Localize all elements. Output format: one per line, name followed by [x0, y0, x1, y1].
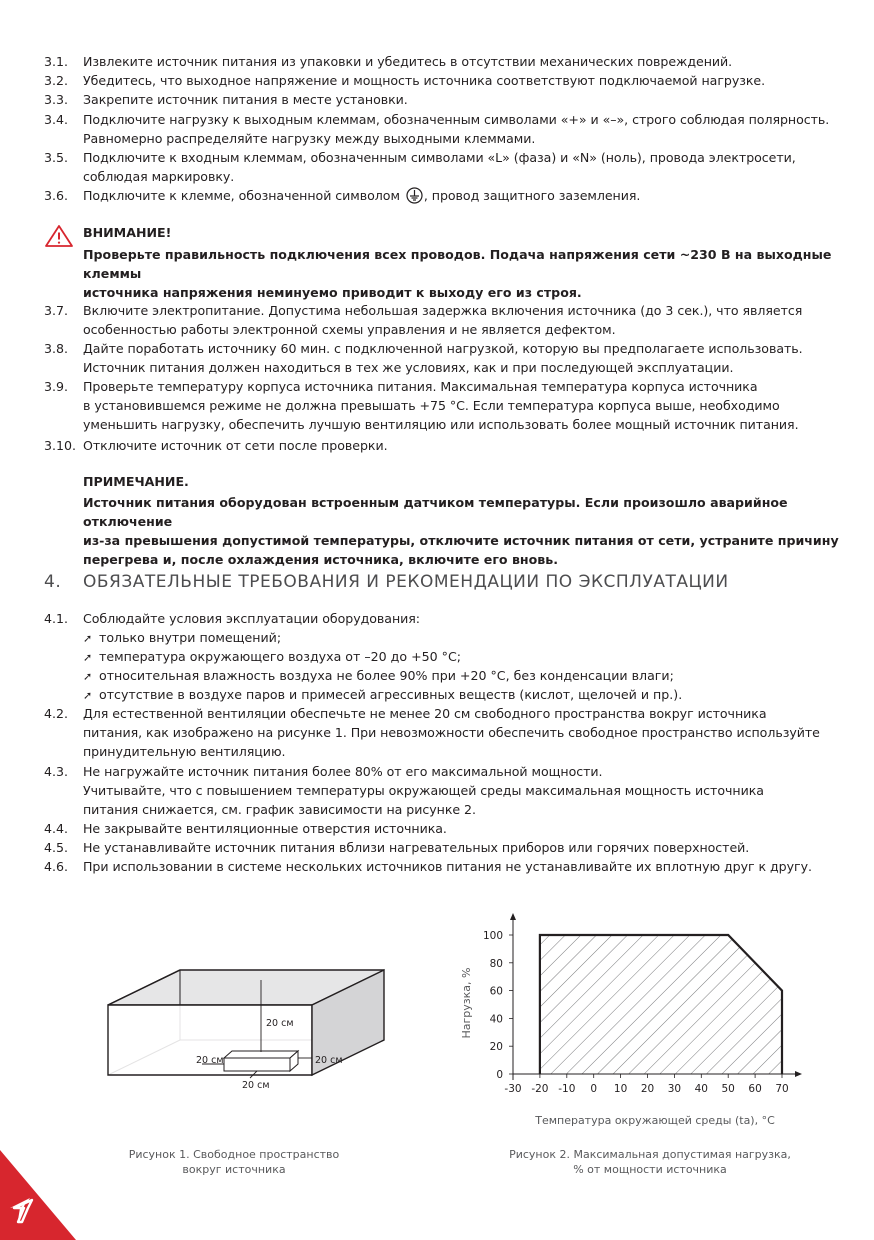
x-tick-label: 10: [613, 1083, 628, 1095]
x-axis-arrow: [795, 1071, 802, 1077]
list-item: ➚ отсутствие в воздухе паров и примесей агрессивных веществ (кислот, щелочей и пр.).: [83, 685, 682, 705]
list-item: ➚ относительная влажность воздуха не более 90% при +20 °С, без конденсации влаги;: [83, 666, 674, 686]
figure-1-diagram: [100, 950, 400, 1100]
dimension-label-front: 20 см: [242, 1080, 270, 1091]
arrow-bullet-icon: ➚: [83, 651, 93, 664]
y-tick-label: 40: [489, 1013, 503, 1026]
power-source-module: [224, 1058, 290, 1071]
x-tick-label: -30: [504, 1083, 522, 1095]
dimension-label-right: 20 см: [315, 1055, 343, 1066]
arrow-bullet-icon: ➚: [83, 689, 93, 702]
x-tick-label: 70: [775, 1083, 789, 1095]
x-tick-label: 40: [694, 1083, 708, 1095]
x-tick-label: 0: [590, 1083, 598, 1095]
brand-logo-corner: [0, 1150, 76, 1240]
y-tick-label: 100: [482, 930, 503, 942]
y-axis-arrow: [510, 913, 516, 920]
ground-symbol-icon: [406, 187, 423, 204]
warning-triangle-icon: [44, 224, 74, 248]
series-area-fill: [540, 935, 782, 1074]
list-item: ➚ температура окружающего воздуха от –20 до +50 °С;: [83, 647, 461, 667]
y-tick-label: 20: [489, 1041, 503, 1054]
list-item: ➚ только внутри помещений;: [83, 628, 281, 648]
x-tick-label: 30: [667, 1083, 682, 1095]
x-tick-label: 50: [721, 1083, 735, 1095]
x-tick-label: 60: [748, 1083, 762, 1095]
y-tick-label: 80: [489, 957, 503, 970]
x-tick-label: -20: [531, 1083, 549, 1095]
warning-title: ВНИМАНИЕ!: [83, 225, 172, 240]
x-tick-label: -10: [558, 1083, 576, 1095]
note-text: Источник питания оборудован встроенным датчиком температуры. Если произошло аварийное отключение из-за превышения допустимой температуры, отключите источник питания от сети, устраните причину перегрева и, после охлаждения источника, включите его вновь.: [83, 495, 839, 567]
figure-2-caption: Рисунок 2. Максимальная допустимая нагрузка, % от мощности источника: [509, 1148, 791, 1176]
dimension-label-top: 20 см: [266, 1018, 294, 1029]
note-title: ПРИМЕЧАНИЕ.: [83, 474, 189, 489]
arrow-bullet-icon: ➚: [83, 632, 93, 645]
x-axis-label: Температура окружающей среды (ta), °С: [535, 1114, 775, 1127]
y-axis-label: Нагрузка, %: [460, 967, 473, 1039]
warning-text: Проверьте правильность подключения всех проводов. Подача напряжения сети ~230 В на выходные клеммы источника напряжения неминуемо приводит к выходу его из строя.: [83, 247, 832, 300]
y-tick-label: 60: [489, 985, 503, 998]
dimension-label-left: 20 см: [196, 1055, 224, 1066]
load-derating-chart: [455, 905, 815, 1135]
x-tick-label: 20: [640, 1083, 655, 1095]
figure-1-caption: Рисунок 1. Свободное пространство вокруг источника: [128, 1148, 340, 1176]
y-tick-label: 0: [496, 1069, 503, 1081]
arrow-bullet-icon: ➚: [83, 670, 93, 683]
